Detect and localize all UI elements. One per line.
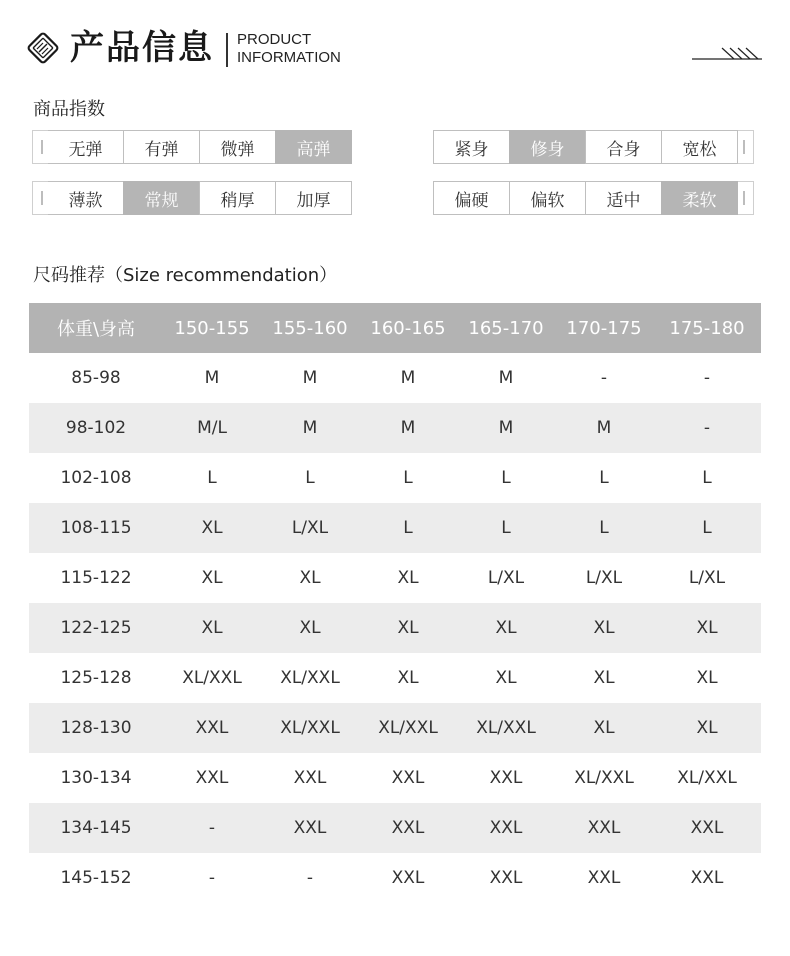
subtitle-line-2: INFORMATION bbox=[237, 49, 341, 66]
option-high-stretch: 高弹 bbox=[275, 130, 352, 164]
elasticity-bar bbox=[32, 130, 352, 164]
size-cell: XL bbox=[696, 618, 718, 638]
size-cell: XXL bbox=[690, 868, 724, 888]
option-loose: 宽松 bbox=[661, 130, 738, 164]
fit-bar bbox=[433, 130, 754, 164]
table-row bbox=[29, 703, 761, 753]
size-cell: XXL bbox=[195, 768, 229, 788]
table-header-row bbox=[29, 303, 761, 353]
size-cell: M bbox=[204, 368, 220, 388]
size-cell: L/XL bbox=[487, 568, 525, 588]
weight-cell: 102-108 bbox=[60, 468, 132, 488]
table-row bbox=[29, 503, 761, 553]
size-cell: L/XL bbox=[585, 568, 623, 588]
size-cell: - bbox=[208, 818, 216, 838]
title-divider bbox=[226, 33, 228, 67]
option-thick: 加厚 bbox=[275, 181, 352, 215]
size-cell: M bbox=[596, 418, 612, 438]
size-cell: M bbox=[400, 418, 416, 438]
size-cell: XL/XXL bbox=[476, 718, 536, 738]
size-cell: XL bbox=[201, 618, 223, 638]
header-cell: 170-175 bbox=[566, 317, 642, 339]
weight-cell: 145-152 bbox=[60, 868, 132, 888]
option-soft: 偏软 bbox=[509, 181, 586, 215]
speed-lines-icon bbox=[690, 46, 764, 62]
size-cell: L bbox=[599, 468, 609, 488]
size-cell: XL bbox=[696, 718, 718, 738]
option-no-stretch: 无弹 bbox=[47, 130, 124, 164]
size-cell: XL bbox=[397, 618, 419, 638]
table-row bbox=[29, 803, 761, 853]
bar-left-cap bbox=[32, 130, 48, 164]
size-cell: XL/XXL bbox=[280, 718, 340, 738]
size-cell: - bbox=[306, 868, 314, 888]
size-table bbox=[29, 303, 761, 903]
header-cell: 155-160 bbox=[272, 317, 348, 339]
size-cell: XXL bbox=[195, 718, 229, 738]
size-cell: XL bbox=[397, 568, 419, 588]
weight-cell: 115-122 bbox=[60, 568, 132, 588]
option-normal: 常规 bbox=[123, 181, 200, 215]
size-cell: XL bbox=[495, 668, 517, 688]
header-cell: 160-165 bbox=[370, 317, 446, 339]
size-cell: - bbox=[703, 368, 711, 388]
size-cell: L bbox=[207, 468, 217, 488]
size-cell: XL bbox=[299, 568, 321, 588]
size-cell: XL bbox=[495, 618, 517, 638]
table-row bbox=[29, 753, 761, 803]
option-slightly-thick: 稍厚 bbox=[199, 181, 276, 215]
page-title: 产品信息 bbox=[70, 28, 214, 68]
size-cell: XL/XXL bbox=[182, 668, 242, 688]
size-cell: L bbox=[501, 518, 511, 538]
subtitle-line-1: PRODUCT bbox=[237, 31, 312, 48]
size-cell: XXL bbox=[587, 818, 621, 838]
weight-cell: 128-130 bbox=[60, 718, 132, 738]
size-cell: - bbox=[703, 418, 711, 438]
size-cell: M/L bbox=[197, 418, 227, 438]
size-cell: L bbox=[702, 468, 712, 488]
size-cell: XL bbox=[593, 718, 615, 738]
size-cell: M bbox=[400, 368, 416, 388]
option-very-soft: 柔软 bbox=[661, 181, 738, 215]
size-cell: XXL bbox=[293, 818, 327, 838]
size-cell: XXL bbox=[587, 868, 621, 888]
size-cell: XL bbox=[593, 668, 615, 688]
size-section-title: 尺码推荐（Size recommendation） bbox=[33, 265, 338, 286]
size-cell: L/XL bbox=[291, 518, 329, 538]
bar-right-cap bbox=[738, 181, 754, 215]
product-index-title: 商品指数 bbox=[33, 99, 105, 120]
size-cell: XXL bbox=[391, 768, 425, 788]
size-cell: XL bbox=[397, 668, 419, 688]
size-cell: XXL bbox=[391, 818, 425, 838]
option-stretch: 有弹 bbox=[123, 130, 200, 164]
size-cell: XL/XXL bbox=[378, 718, 438, 738]
option-regular-fit: 合身 bbox=[585, 130, 662, 164]
header-cell: 体重\身高 bbox=[56, 319, 136, 340]
option-tight: 紧身 bbox=[433, 130, 510, 164]
bar-left-cap bbox=[32, 181, 48, 215]
table-row bbox=[29, 353, 761, 403]
option-stiff: 偏硬 bbox=[433, 181, 510, 215]
size-cell: M bbox=[498, 368, 514, 388]
weight-cell: 125-128 bbox=[60, 668, 132, 688]
size-cell: XL/XXL bbox=[280, 668, 340, 688]
bar-right-cap bbox=[738, 130, 754, 164]
size-cell: XXL bbox=[489, 868, 523, 888]
size-cell: XXL bbox=[489, 818, 523, 838]
option-slim: 修身 bbox=[509, 130, 586, 164]
table-row bbox=[29, 453, 761, 503]
table-row bbox=[29, 553, 761, 603]
size-cell: XXL bbox=[293, 768, 327, 788]
weight-cell: 134-145 bbox=[60, 818, 132, 838]
size-cell: L/XL bbox=[688, 568, 726, 588]
size-cell: L bbox=[501, 468, 511, 488]
table-row bbox=[29, 603, 761, 653]
table-row bbox=[29, 403, 761, 453]
header-cell: 165-170 bbox=[468, 317, 544, 339]
size-cell: XXL bbox=[690, 818, 724, 838]
size-cell: L bbox=[403, 468, 413, 488]
weight-cell: 122-125 bbox=[60, 618, 132, 638]
table-row bbox=[29, 853, 761, 903]
option-moderate: 适中 bbox=[585, 181, 662, 215]
size-cell: XL bbox=[696, 668, 718, 688]
weight-cell: 85-98 bbox=[71, 368, 121, 388]
size-cell: - bbox=[208, 868, 216, 888]
size-cell: XL bbox=[201, 568, 223, 588]
weight-cell: 108-115 bbox=[60, 518, 132, 538]
size-cell: - bbox=[600, 368, 608, 388]
size-cell: XL bbox=[201, 518, 223, 538]
weight-cell: 98-102 bbox=[65, 418, 127, 438]
size-cell: XXL bbox=[391, 868, 425, 888]
size-cell: L bbox=[403, 518, 413, 538]
weight-cell: 130-134 bbox=[60, 768, 132, 788]
size-cell: L bbox=[702, 518, 712, 538]
rotated-square-tag-icon bbox=[26, 31, 60, 65]
size-cell: XL/XXL bbox=[574, 768, 634, 788]
option-slight-stretch: 微弹 bbox=[199, 130, 276, 164]
page-subtitle bbox=[237, 31, 341, 67]
header-cell: 150-155 bbox=[174, 317, 250, 339]
table-row bbox=[29, 653, 761, 703]
size-cell: M bbox=[302, 368, 318, 388]
size-cell: M bbox=[302, 418, 318, 438]
size-cell: XL bbox=[299, 618, 321, 638]
softness-bar bbox=[433, 181, 754, 215]
option-thin: 薄款 bbox=[47, 181, 124, 215]
size-cell: XL/XXL bbox=[677, 768, 737, 788]
size-cell: L bbox=[599, 518, 609, 538]
thickness-bar bbox=[32, 181, 352, 215]
header-cell: 175-180 bbox=[669, 317, 745, 339]
size-cell: XL bbox=[593, 618, 615, 638]
size-cell: L bbox=[305, 468, 315, 488]
size-cell: XXL bbox=[489, 768, 523, 788]
size-cell: M bbox=[498, 418, 514, 438]
